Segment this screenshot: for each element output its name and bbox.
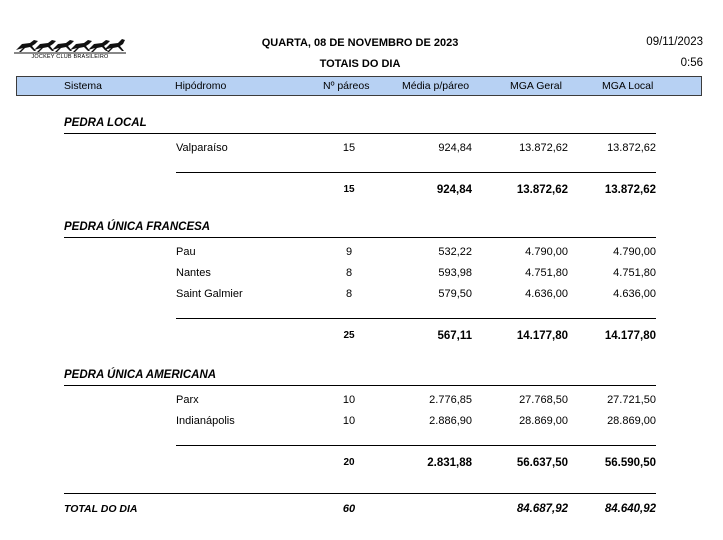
total-mga-geral: 84.687,92 — [516, 503, 568, 515]
subtotal-divider — [176, 445, 656, 446]
mga-geral-cell: 4.790,00 — [525, 246, 568, 258]
pareos-cell: 8 — [345, 267, 353, 279]
mga-geral-cell: 13.872,62 — [519, 142, 568, 154]
pareos-cell: 9 — [345, 246, 353, 258]
report-date: 09/11/2023 — [646, 36, 703, 48]
mga-geral-cell: 27.768,50 — [519, 394, 568, 406]
pareos-cell: 10 — [342, 394, 356, 406]
total-pareos: 60 — [342, 503, 356, 515]
racing-horses-icon — [14, 36, 126, 54]
subtotal-mga-local: 56.590,50 — [604, 457, 656, 469]
subtotal-media: 567,11 — [437, 330, 472, 342]
col-hipodromo: Hipódromo — [175, 80, 227, 92]
hipodromo-cell: Saint Galmier — [176, 288, 243, 300]
total-label: TOTAL DO DIA — [64, 503, 138, 515]
media-cell: 532,22 — [438, 246, 472, 258]
report-title: TOTAIS DO DIA — [319, 58, 401, 70]
total-mga-local: 84.640,92 — [604, 503, 656, 515]
subtotal-mga-local: 14.177,80 — [604, 330, 656, 342]
mga-geral-cell: 28.869,00 — [519, 415, 568, 427]
media-cell: 924,84 — [438, 142, 472, 154]
hipodromo-cell: Indianápolis — [176, 415, 235, 427]
hipodromo-cell: Valparaíso — [176, 142, 228, 154]
section-title: PEDRA ÚNICA FRANCESA — [64, 221, 211, 233]
section-title: PEDRA ÚNICA AMERICANA — [64, 369, 217, 381]
mga-geral-cell: 4.751,80 — [525, 267, 568, 279]
pareos-cell: 8 — [345, 288, 353, 300]
subtotal-mga-geral: 13.872,62 — [516, 184, 568, 196]
subtotal-mga-local: 13.872,62 — [604, 184, 656, 196]
date-title: QUARTA, 08 DE NOVEMBRO DE 2023 — [261, 37, 459, 49]
hipodromo-cell: Pau — [176, 246, 196, 258]
subtotal-pareos: 20 — [343, 457, 355, 468]
subtotal-media: 924,84 — [436, 184, 472, 196]
media-cell: 593,98 — [438, 267, 472, 279]
logo-caption: JOCKEY CLUB BRASILEIRO — [31, 54, 109, 60]
column-header-bar — [16, 76, 702, 96]
mga-geral-cell: 4.636,00 — [525, 288, 568, 300]
hipodromo-cell: Nantes — [176, 267, 211, 279]
col-pareos: Nº páreos — [323, 80, 370, 92]
section-title: PEDRA LOCAL — [64, 117, 147, 129]
hipodromo-cell: Parx — [176, 394, 199, 406]
mga-local-cell: 4.790,00 — [613, 246, 656, 258]
total-divider — [64, 493, 656, 494]
col-mga-geral: MGA Geral — [510, 80, 562, 92]
subtotal-mga-geral: 56.637,50 — [516, 457, 568, 469]
report-time: 0:56 — [680, 57, 703, 69]
col-sistema: Sistema — [64, 80, 102, 92]
subtotal-divider — [176, 172, 656, 173]
mga-local-cell: 4.751,80 — [613, 267, 656, 279]
subtotal-pareos: 25 — [343, 330, 355, 341]
col-mga-local: MGA Local — [602, 80, 654, 92]
media-cell: 2.886,90 — [429, 415, 472, 427]
mga-local-cell: 13.872,62 — [607, 142, 656, 154]
pareos-cell: 10 — [342, 415, 356, 427]
mga-local-cell: 27.721,50 — [607, 394, 656, 406]
mga-local-cell: 28.869,00 — [607, 415, 656, 427]
mga-local-cell: 4.636,00 — [613, 288, 656, 300]
section-divider — [64, 385, 656, 386]
pareos-cell: 15 — [342, 142, 356, 154]
col-media: Média p/páreo — [402, 80, 470, 92]
media-cell: 579,50 — [438, 288, 472, 300]
subtotal-divider — [176, 318, 656, 319]
section-divider — [64, 133, 656, 134]
subtotal-media: 2.831,88 — [427, 457, 472, 469]
subtotal-mga-geral: 14.177,80 — [516, 330, 568, 342]
media-cell: 2.776,85 — [429, 394, 472, 406]
subtotal-pareos: 15 — [343, 184, 355, 195]
section-divider — [64, 237, 656, 238]
jockey-club-logo — [14, 36, 126, 64]
